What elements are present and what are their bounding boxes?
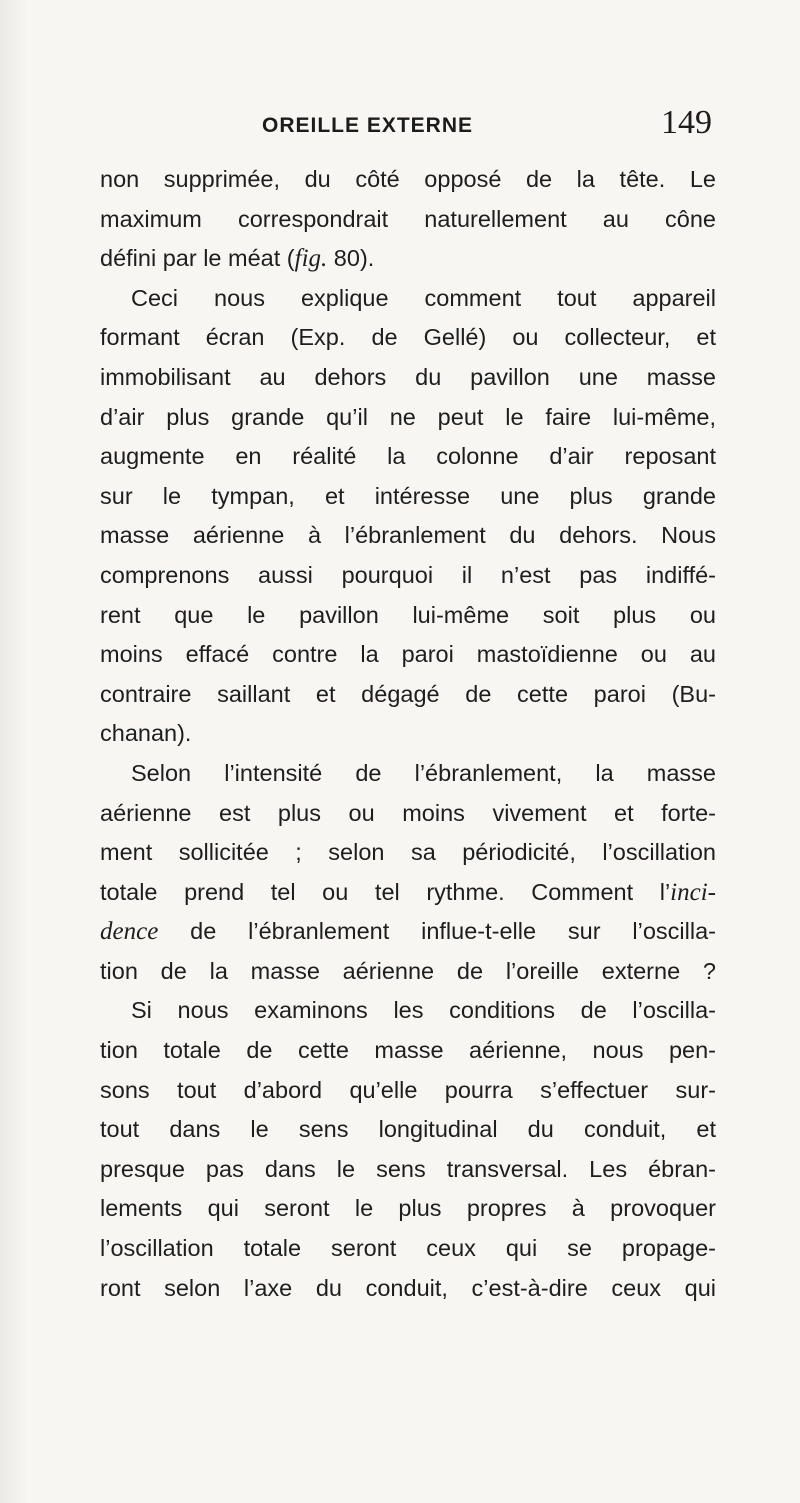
text-line: aérienne est plus ou moins vivement et forte- [100,799,716,826]
text-line: masse aérienne à l’ébranlement du dehors. Nous [100,522,716,549]
text-line: rent que le pavillon lui-même soit plus ou [100,601,716,628]
text-line: lements qui seront le plus propres à provoquer [100,1195,716,1222]
body-text [100,160,716,1308]
text-line: d’air plus grande qu’il ne peut le faire lui-même, [100,403,716,430]
page-header [262,104,712,148]
italic-term: dence [100,918,159,946]
text-line: maximum correspondrait naturellement au cône [100,205,716,232]
text-line: totale prend tel ou tel rythme. Comment l’inci- [100,878,716,906]
text-line: tion totale de cette masse aérienne, nous pen- [100,1037,716,1064]
text-line: sons tout d’abord qu’elle pourra s’effectuer sur- [100,1076,716,1103]
text-line: Si nous examinons les conditions de l’oscilla- [131,997,716,1024]
text-line: dence de l’ébranlement influe-t-elle sur l’oscilla- [100,918,716,946]
text-line: défini par le méat (fig. 80). [100,245,375,273]
italic-term: fig. [294,245,328,273]
text-line: ment sollicitée ; selon sa périodicité, l’oscillation [100,839,716,866]
text-line: chanan). [100,720,192,747]
text-line: moins effacé contre la paroi mastoïdienne ou au [100,641,716,668]
text-line: sur le tympan, et intéresse une plus grande [100,482,716,509]
text-line: tion de la masse aérienne de l’oreille externe ? [100,957,716,984]
text-line: augmente en réalité la colonne d’air reposant [100,443,716,470]
text-line: Selon l’intensité de l’ébranlement, la masse [131,759,716,786]
text-line: contraire saillant et dégagé de cette paroi (Bu- [100,680,716,707]
text-line: immobilisant au dehors du pavillon une masse [100,363,716,390]
page-number: 149 [661,104,712,141]
text-line: presque pas dans le sens transversal. Les ébran- [100,1155,716,1182]
text-line: tout dans le sens longitudinal du conduit, et [100,1116,716,1143]
running-title: OREILLE EXTERNE [262,114,474,137]
text-line: formant écran (Exp. de Gellé) ou collecteur, et [100,324,716,351]
text-line: Ceci nous explique comment tout appareil [131,284,716,311]
text-line: l’oscillation totale seront ceux qui se propage- [100,1235,716,1262]
italic-term: inci- [670,878,716,906]
text-line: comprenons aussi pourquoi il n’est pas indiffé- [100,561,716,588]
text-line: ront selon l’axe du conduit, c’est-à-dire ceux qui [100,1274,716,1301]
text-line: non supprimée, du côté opposé de la tête. Le [100,166,716,192]
